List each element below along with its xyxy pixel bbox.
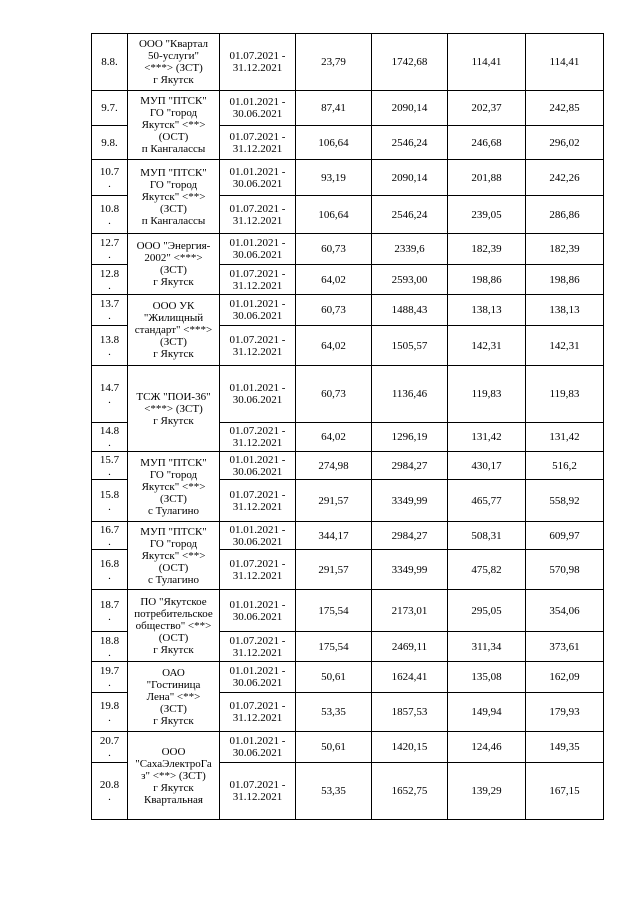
row-number: 19.7 . [92,662,128,693]
table-row [92,662,604,693]
value-cell: 175,54 [296,590,372,632]
value-cell: 516,2 [526,452,604,480]
value-cell: 1857,53 [372,693,448,732]
value-cell: 609,97 [526,522,604,550]
period-cell: 01.01.2021 - 30.06.2021 [220,662,296,693]
period-cell: 01.07.2021 - 31.12.2021 [220,265,296,295]
value-cell: 2090,14 [372,91,448,126]
value-cell: 202,37 [448,91,526,126]
value-cell: 182,39 [526,234,604,265]
value-cell: 53,35 [296,763,372,820]
row-number: 13.8 . [92,326,128,366]
value-cell: 246,68 [448,126,526,160]
value-cell: 1624,41 [372,662,448,693]
value-cell: 142,31 [526,326,604,366]
value-cell: 131,42 [448,423,526,452]
value-cell: 295,05 [448,590,526,632]
table-row [92,91,604,126]
organization-cell: МУП "ПТСК" ГО "город Якутск" <**> (ОСТ) п Кангаласcы [128,91,220,160]
row-number: 9.7. [92,91,128,126]
value-cell: 3349,99 [372,480,448,522]
value-cell: 53,35 [296,693,372,732]
period-cell: 01.07.2021 - 31.12.2021 [220,126,296,160]
period-cell: 01.07.2021 - 31.12.2021 [220,423,296,452]
value-cell: 1742,68 [372,34,448,91]
table-row [92,732,604,763]
value-cell: 179,93 [526,693,604,732]
value-cell: 142,31 [448,326,526,366]
value-cell: 135,08 [448,662,526,693]
row-number: 16.8 . [92,550,128,590]
value-cell: 239,05 [448,196,526,234]
period-cell: 01.01.2021 - 30.06.2021 [220,366,296,423]
row-number: 16.7 . [92,522,128,550]
value-cell: 87,41 [296,91,372,126]
value-cell: 167,15 [526,763,604,820]
organization-cell: МУП "ПТСК" ГО "город Якутск" <**> (ЗСТ) с Тулагино [128,452,220,522]
organization-cell: ТСЖ "ПОИ-36" <***> (ЗСТ) г Якутск [128,366,220,452]
value-cell: 311,34 [448,632,526,662]
value-cell: 60,73 [296,234,372,265]
value-cell: 2469,11 [372,632,448,662]
period-cell: 01.01.2021 - 30.06.2021 [220,234,296,265]
value-cell: 291,57 [296,480,372,522]
value-cell: 2173,01 [372,590,448,632]
value-cell: 114,41 [448,34,526,91]
value-cell: 286,86 [526,196,604,234]
value-cell: 139,29 [448,763,526,820]
value-cell: 131,42 [526,423,604,452]
period-cell: 01.01.2021 - 30.06.2021 [220,160,296,196]
period-cell: 01.01.2021 - 30.06.2021 [220,452,296,480]
value-cell: 60,73 [296,366,372,423]
value-cell: 1136,46 [372,366,448,423]
value-cell: 242,85 [526,91,604,126]
organization-cell: ООО "Квартал 50-услуги" <***> (ЗСТ) г Якутск [128,34,220,91]
value-cell: 354,06 [526,590,604,632]
value-cell: 508,31 [448,522,526,550]
value-cell: 274,98 [296,452,372,480]
table-row [92,34,604,91]
row-number: 10.7 . [92,160,128,196]
value-cell: 198,86 [526,265,604,295]
table-row [92,295,604,326]
period-cell: 01.07.2021 - 31.12.2021 [220,763,296,820]
value-cell: 50,61 [296,662,372,693]
value-cell: 475,82 [448,550,526,590]
value-cell: 124,46 [448,732,526,763]
period-cell: 01.01.2021 - 30.06.2021 [220,522,296,550]
period-cell: 01.07.2021 - 31.12.2021 [220,196,296,234]
value-cell: 373,61 [526,632,604,662]
value-cell: 1296,19 [372,423,448,452]
row-number: 9.8. [92,126,128,160]
value-cell: 344,17 [296,522,372,550]
value-cell: 201,88 [448,160,526,196]
value-cell: 162,09 [526,662,604,693]
value-cell: 138,13 [526,295,604,326]
row-number: 20.8 . [92,763,128,820]
row-number: 12.7 . [92,234,128,265]
row-number: 19.8 . [92,693,128,732]
value-cell: 64,02 [296,265,372,295]
value-cell: 119,83 [526,366,604,423]
value-cell: 64,02 [296,326,372,366]
value-cell: 64,02 [296,423,372,452]
value-cell: 1488,43 [372,295,448,326]
value-cell: 430,17 [448,452,526,480]
period-cell: 01.07.2021 - 31.12.2021 [220,326,296,366]
value-cell: 149,94 [448,693,526,732]
value-cell: 296,02 [526,126,604,160]
value-cell: 114,41 [526,34,604,91]
organization-cell: ООО "Энергия- 2002" <***> (ЗСТ) г Якутск [128,234,220,295]
period-cell: 01.07.2021 - 31.12.2021 [220,632,296,662]
table-row [92,522,604,550]
row-number: 13.7 . [92,295,128,326]
table-row [92,160,604,196]
value-cell: 570,98 [526,550,604,590]
value-cell: 1420,15 [372,732,448,763]
value-cell: 242,26 [526,160,604,196]
organization-cell: ПО "Якутское потребительское общество" <**> (ОСТ) г Якутск [128,590,220,662]
value-cell: 138,13 [448,295,526,326]
value-cell: 149,35 [526,732,604,763]
value-cell: 291,57 [296,550,372,590]
table-row [92,452,604,480]
value-cell: 50,61 [296,732,372,763]
period-cell: 01.01.2021 - 30.06.2021 [220,590,296,632]
organization-cell: ООО "СахаЭлектроГа з" <**> (ЗСТ) г Якутск Квартальная [128,732,220,820]
value-cell: 465,77 [448,480,526,522]
value-cell: 558,92 [526,480,604,522]
value-cell: 106,64 [296,196,372,234]
row-number: 14.7 . [92,366,128,423]
row-number: 10.8 . [92,196,128,234]
value-cell: 3349,99 [372,550,448,590]
row-number: 18.7 . [92,590,128,632]
value-cell: 182,39 [448,234,526,265]
value-cell: 93,19 [296,160,372,196]
row-number: 12.8 . [92,265,128,295]
period-cell: 01.07.2021 - 31.12.2021 [220,34,296,91]
period-cell: 01.01.2021 - 30.06.2021 [220,732,296,763]
value-cell: 23,79 [296,34,372,91]
table-row [92,234,604,265]
value-cell: 2090,14 [372,160,448,196]
row-number: 20.7 . [92,732,128,763]
value-cell: 1505,57 [372,326,448,366]
organization-cell: ОАО "Гостиница Лена" <**> (ЗСТ) г Якутск [128,662,220,732]
value-cell: 106,64 [296,126,372,160]
period-cell: 01.07.2021 - 31.12.2021 [220,480,296,522]
organization-cell: МУП "ПТСК" ГО "город Якутск" <**> (ЗСТ) п Кангаласcы [128,160,220,234]
value-cell: 60,73 [296,295,372,326]
value-cell: 2546,24 [372,196,448,234]
table-row [92,590,604,632]
value-cell: 1652,75 [372,763,448,820]
period-cell: 01.07.2021 - 31.12.2021 [220,550,296,590]
period-cell: 01.07.2021 - 31.12.2021 [220,693,296,732]
row-number: 8.8. [92,34,128,91]
value-cell: 2593,00 [372,265,448,295]
row-number: 14.8 . [92,423,128,452]
value-cell: 175,54 [296,632,372,662]
value-cell: 2984,27 [372,522,448,550]
table-row [92,366,604,423]
row-number: 15.8 . [92,480,128,522]
value-cell: 198,86 [448,265,526,295]
row-number: 18.8 . [92,632,128,662]
value-cell: 2984,27 [372,452,448,480]
value-cell: 2546,24 [372,126,448,160]
value-cell: 119,83 [448,366,526,423]
row-number: 15.7 . [92,452,128,480]
value-cell: 2339,6 [372,234,448,265]
organization-cell: ООО УК "Жилищный стандарт" <***> (ЗСТ) г Якутск [128,295,220,366]
period-cell: 01.01.2021 - 30.06.2021 [220,295,296,326]
tariff-table [91,33,604,820]
period-cell: 01.01.2021 - 30.06.2021 [220,91,296,126]
organization-cell: МУП "ПТСК" ГО "город Якутск" <**> (ОСТ) с Тулагино [128,522,220,590]
